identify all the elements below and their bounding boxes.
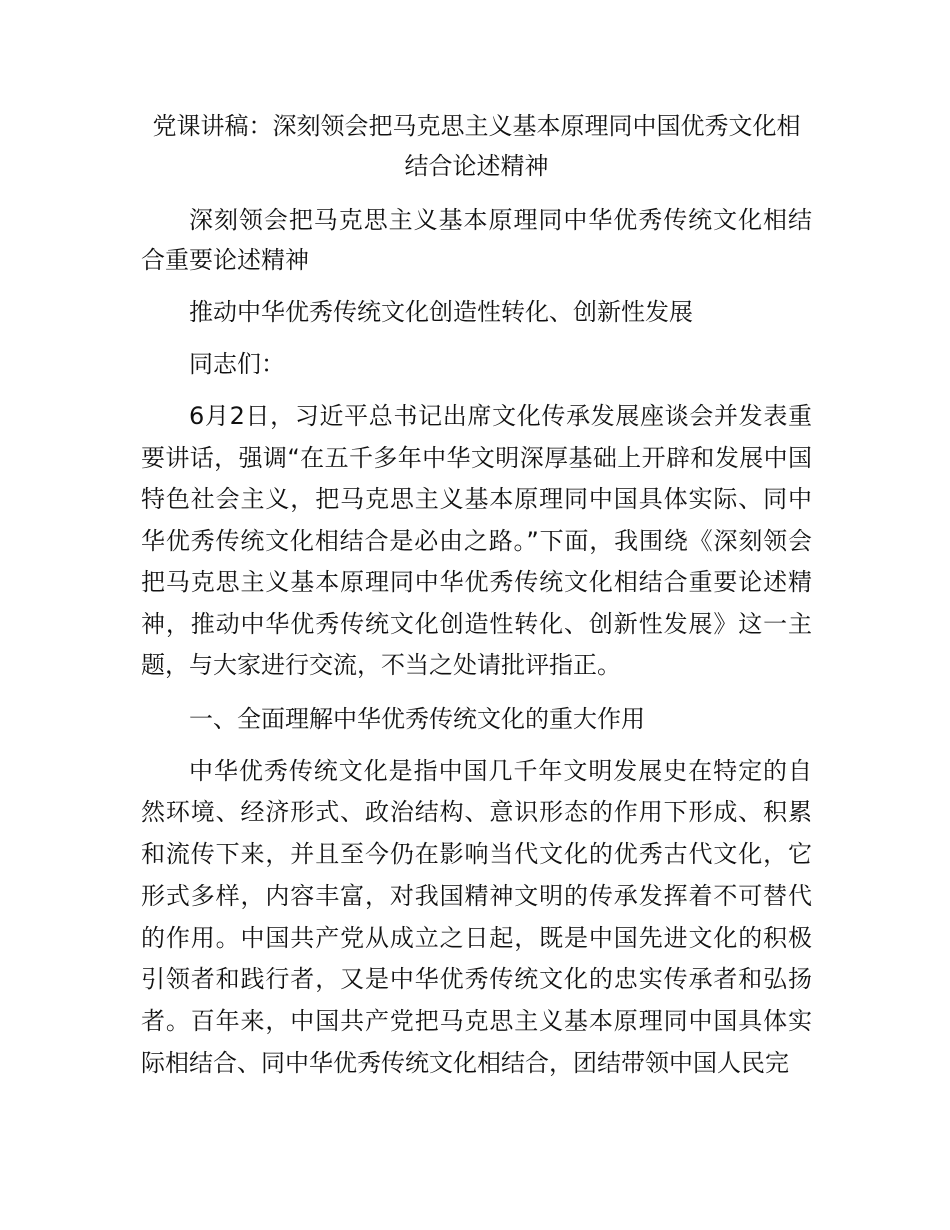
salutation: 同志们： (189, 350, 285, 378)
section-heading-1: 一、全面理解中华优秀传统文化的重大作用 (189, 704, 645, 733)
subtitle-paragraph: 深刻领会把马克思主义基本原理同中华优秀传统文化相结合重要论述精神 (141, 206, 812, 274)
body-paragraph: 中华优秀传统文化是指中国几千年文明发展史在特定的自然环境、经济形式、政治结构、意识形态的作用下形成、积累和流传下来，并且至今仍在影响当代文化的优秀古代文化，它形式多样，内容丰富，对我国精神文明的传承发挥着不可替代的作用。中国共产党从成立之日起，既是中国先进文化的积极引领者和践行者，又是中华优秀传统文化的忠实传承者和弘扬者。百年来，中国共产党把马克思主义基本原理同中国具体实际相结合、同中华优秀传统文化相结合，团结带领中国人民完 (141, 756, 812, 1078)
subtitle-line-2: 推动中华优秀传统文化创造性转化、创新性发展 (189, 298, 693, 326)
intro-paragraph: 6月2日，习近平总书记出席文化传承发展座谈会并发表重要讲话，强调“在五千多年中华文明深厚基础上开辟和发展中国特色社会主义，把马克思主义基本原理同中国具体实际、同中华优秀传统文化相结合是必由之路。”下面，我围绕《深刻领会把马克思主义基本原理同中华优秀传统文化相结合重要论述精神，推动中华优秀传统文化创造性转化、创新性发展》这一主题，与大家进行交流，不当之处请批评指正。 (141, 402, 812, 679)
document-title: 党课讲稿：深刻领会把马克思主义基本原理同中国优秀文化相结合论述精神 (152, 112, 801, 180)
document-page (141, 106, 812, 1097)
